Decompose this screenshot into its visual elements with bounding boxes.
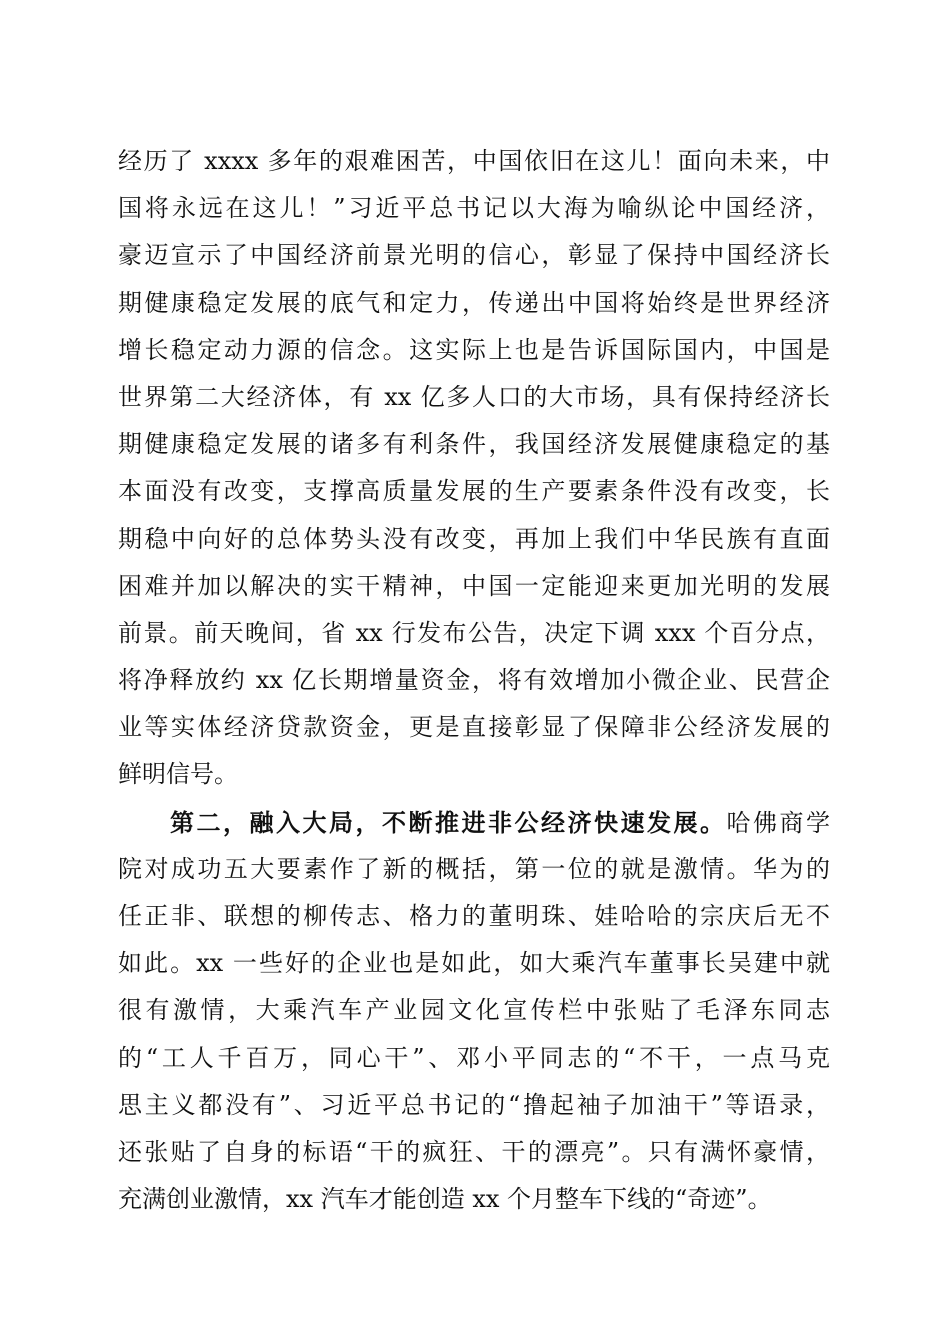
text-line: 本面没有改变，支撑高质量发展的生产要素条件没有改变，长: [118, 477, 830, 506]
text-line: 豪迈宣示了中国经济前景光明的信心，彰显了保持中国经济长: [118, 241, 830, 270]
text-line: 将净释放约 xx 亿长期增量资金，将有效增加小微企业、民营企: [118, 666, 830, 695]
text-line: 期健康稳定发展的诸多有利条件，我国经济发展健康稳定的基: [118, 430, 830, 459]
text-line: 的“工人千百万，同心干”、邓小平同志的“不干，一点马克: [118, 1043, 830, 1072]
text-line: 充满创业激情，xx 汽车才能创造 xx 个月整车下线的“奇迹”。: [118, 1185, 772, 1214]
text-line: 困难并加以解决的实干精神，中国一定能迎来更加光明的发展: [118, 571, 830, 600]
text-line: 任正非、联想的柳传志、格力的董明珠、娃哈哈的宗庆后无不: [118, 902, 830, 930]
text-line: 院对成功五大要素作了新的概括，第一位的就是激情。华为的: [118, 854, 830, 883]
text-line: 经历了 xxxx 多年的艰难困苦，中国依旧在这儿！面向未来，中: [118, 147, 830, 175]
text-line: 国将永远在这儿！”习近平总书记以大海为喻纵论中国经济，: [118, 194, 830, 223]
text-line: 还张贴了自身的标语“干的疯狂、干的漂亮”。只有满怀豪情，: [118, 1137, 830, 1166]
document-body: [118, 138, 830, 1223]
text-line: 鲜明信号。: [118, 760, 238, 789]
text-line: 业等实体经济贷款资金，更是直接彰显了保障非公经济发展的: [118, 713, 830, 742]
text-line: 世界第二大经济体，有 xx 亿多人口的大市场，具有保持经济长: [118, 382, 830, 411]
paragraph-2-first-line: [118, 799, 830, 846]
paragraph-2: [118, 799, 830, 1224]
text-line: 前景。前天晚间，省 xx 行发布公告，决定下调 xxx 个百分点，: [118, 618, 830, 647]
text-line: 增长稳定动力源的信念。这实际上也是告诉国际国内，中国是: [118, 335, 830, 364]
section-heading: 第二，融入大局，不断推进非公经济快速发展。: [170, 807, 727, 837]
paragraph-1: [118, 138, 830, 799]
text-fragment: 哈佛商学: [726, 808, 830, 837]
text-line: 思主义都没有”、习近平总书记的“撸起袖子加油干”等语录，: [118, 1090, 830, 1119]
text-line: 期健康稳定发展的底气和定力，传递出中国将始终是世界经济: [118, 288, 830, 317]
text-line: 如此。xx 一些好的企业也是如此，如大乘汽车董事长吴建中就: [118, 949, 830, 978]
text-line: 期稳中向好的总体势头没有改变，再加上我们中华民族有直面: [118, 524, 830, 553]
text-line: 很有激情，大乘汽车产业园文化宣传栏中张贴了毛泽东同志: [118, 996, 830, 1025]
